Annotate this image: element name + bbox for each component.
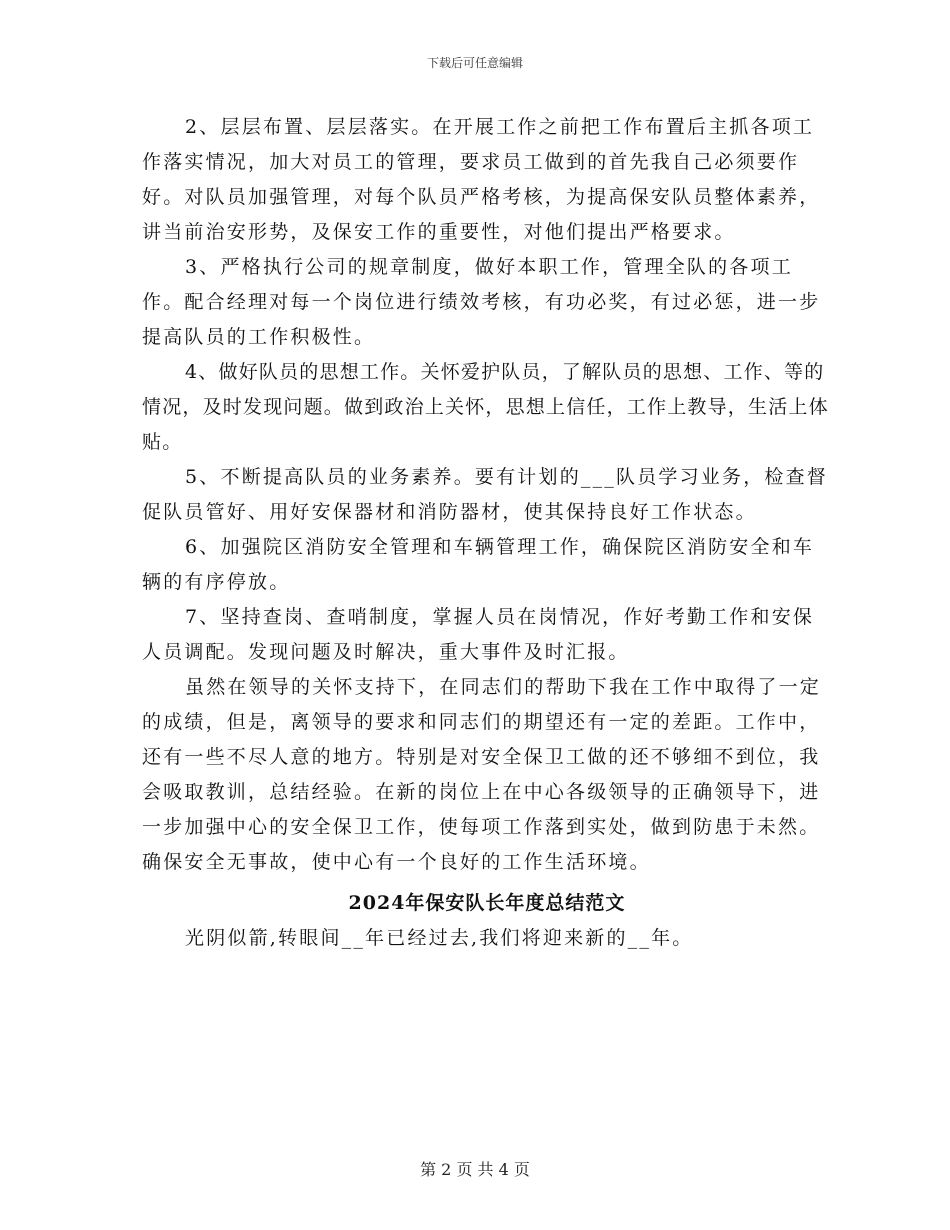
paragraph-item-7: 7、坚持查岗、查哨制度，掌握人员在岗情况，作好考勤工作和安保人员调配。发现问题及时解决，重大事件及时汇报。 — [142, 606, 815, 663]
document-body — [142, 110, 832, 956]
page-number: 第 2 页 共 4 页 — [420, 1160, 530, 1179]
paragraph-item-2: 2、层层布置、层层落实。在开展工作之前把工作布置后主抓各项工作落实情况，加大对员工的管理，要求员工做到的首先我自己必须要作好。对队员加强管理，对每个队员严格考核，为提高保安队员整体素养，讲当前治安形势，及保安工作的重要性，对他们提出严格要求。 — [142, 116, 821, 243]
paragraph-item-5: 5、不断提高队员的业务素养。要有计划的___队员学习业务，检查督促队员管好、用好安保器材和消防器材，使其保持良好工作状态。 — [142, 466, 828, 523]
paragraph-conclusion: 虽然在领导的关怀支持下，在同志们的帮助下我在工作中取得了一定的成绩，但是，离领导的要求和同志们的期望还有一定的差距。工作中，还有一些不尽人意的地方。特别是对安全保卫工做的还不够细不到位，我会吸取教训，总结经验。在新的岗位上在中心各级领导的正确领导下，进一步加强中心的安全保卫工作，使每项工作落到实处，做到防患于未然。确保安全无事故，使中心有一个良好的工作生活环境。 — [142, 676, 822, 873]
paragraph-item-6: 6、加强院区消防安全管理和车辆管理工作，确保院区消防安全和车辆的有序停放。 — [142, 536, 815, 593]
paragraph-item-3: 3、严格执行公司的规章制度，做好本职工作，管理全队的各项工作。配合经理对每一个岗位进行绩效考核，有功必奖，有过必惩，进一步提高队员的工作积极性。 — [142, 256, 821, 348]
paragraph-item-4: 4、做好队员的思想工作。关怀爱护队员，了解队员的思想、工作、等的情况，及时发现问题。做到政治上关怀，思想上信任，工作上教导，生活上体贴。 — [142, 361, 829, 453]
section-title: 2024年保安队长年度总结范文 — [348, 892, 626, 914]
intro-paragraph: 光阴似箭,转眼间__年已经过去,我们将迎来新的__年。 — [185, 927, 694, 949]
page-header: 下载后可任意编辑 — [426, 56, 523, 70]
